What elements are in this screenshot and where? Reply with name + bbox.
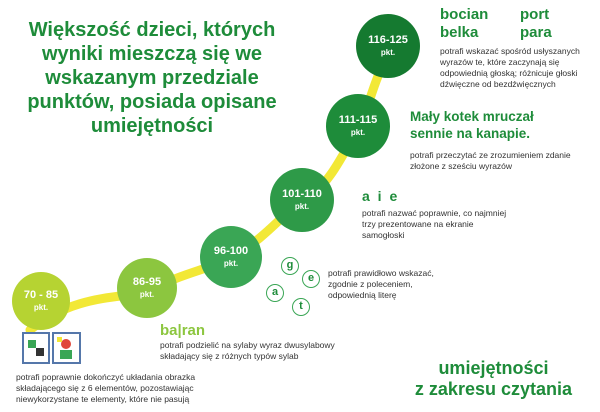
level-4-description: potrafi nazwać poprawnie, co najmniej trzy prezentowane na ekranie samogłoski (362, 208, 507, 240)
level-unit: pkt. (223, 259, 239, 268)
level-range: 111-115 (338, 114, 378, 126)
section-label-line-2: z zakresu czytania (414, 379, 572, 399)
example-word: port (520, 6, 550, 23)
level-1-description: potrafi poprawnie dokończyć układania obrazka składającego się z 6 elementów, pozostawiając niewykorzystane te elementy, które nie pasują (16, 372, 196, 404)
level-range: 70 - 85 (23, 289, 59, 301)
level-2-description: potrafi podzielić na sylaby wyraz dwusylabowy składający się z różnych typów sylab (160, 340, 335, 361)
level-range: 96-100 (213, 245, 249, 257)
level-6-description: potrafi wskazać spośród usłyszanych wyrazów te, które zaczynają się odpowiednią głoską; różnicuje głoski dźwięczne od bezdźwięcznych (440, 46, 580, 89)
level-unit: pkt. (33, 303, 49, 312)
puzzle-pieces-icon (22, 332, 82, 364)
example-word: bocian (440, 6, 489, 23)
level-range: 86-95 (132, 276, 162, 288)
level-node-5 (326, 94, 390, 158)
page-title: Większość dzieci, których wyniki mieszczą się we wskazanym przedziale punktów, posiada opisane umiejętności (27, 19, 277, 137)
level-unit: pkt. (294, 202, 310, 211)
level-unit: pkt. (139, 290, 155, 299)
example-vowels: a i e (362, 188, 400, 204)
level-range: 101-110 (282, 188, 322, 200)
level-node-2 (117, 258, 177, 318)
level-3-description: potrafi prawidłowo wskazać, zgodnie z poleceniem, odpowiednią literę (328, 268, 434, 300)
level-unit: pkt. (380, 48, 396, 57)
example-syllables: ba|ran (160, 322, 206, 339)
section-label (415, 358, 572, 400)
level-node-4 (270, 168, 334, 232)
section-label-line-1: umiejętności (438, 358, 549, 378)
level-node-3 (200, 226, 262, 288)
level-range: 116-125 (368, 34, 408, 46)
level-unit: pkt. (350, 128, 366, 137)
level-5-description: potrafi przeczytać ze zrozumieniem zdanie złożone z sześciu wyrazów (410, 150, 571, 171)
letter-circle: t (292, 298, 310, 316)
letter-circle: g (281, 257, 299, 275)
letter-circle: e (302, 270, 320, 288)
example-sentence: Mały kotek mruczał sennie na kanapie. (410, 109, 534, 141)
level-node-6 (356, 14, 420, 78)
level-node-1 (12, 272, 70, 330)
example-word: belka (440, 24, 479, 41)
letter-circle: a (266, 284, 284, 302)
example-word: para (520, 24, 552, 41)
